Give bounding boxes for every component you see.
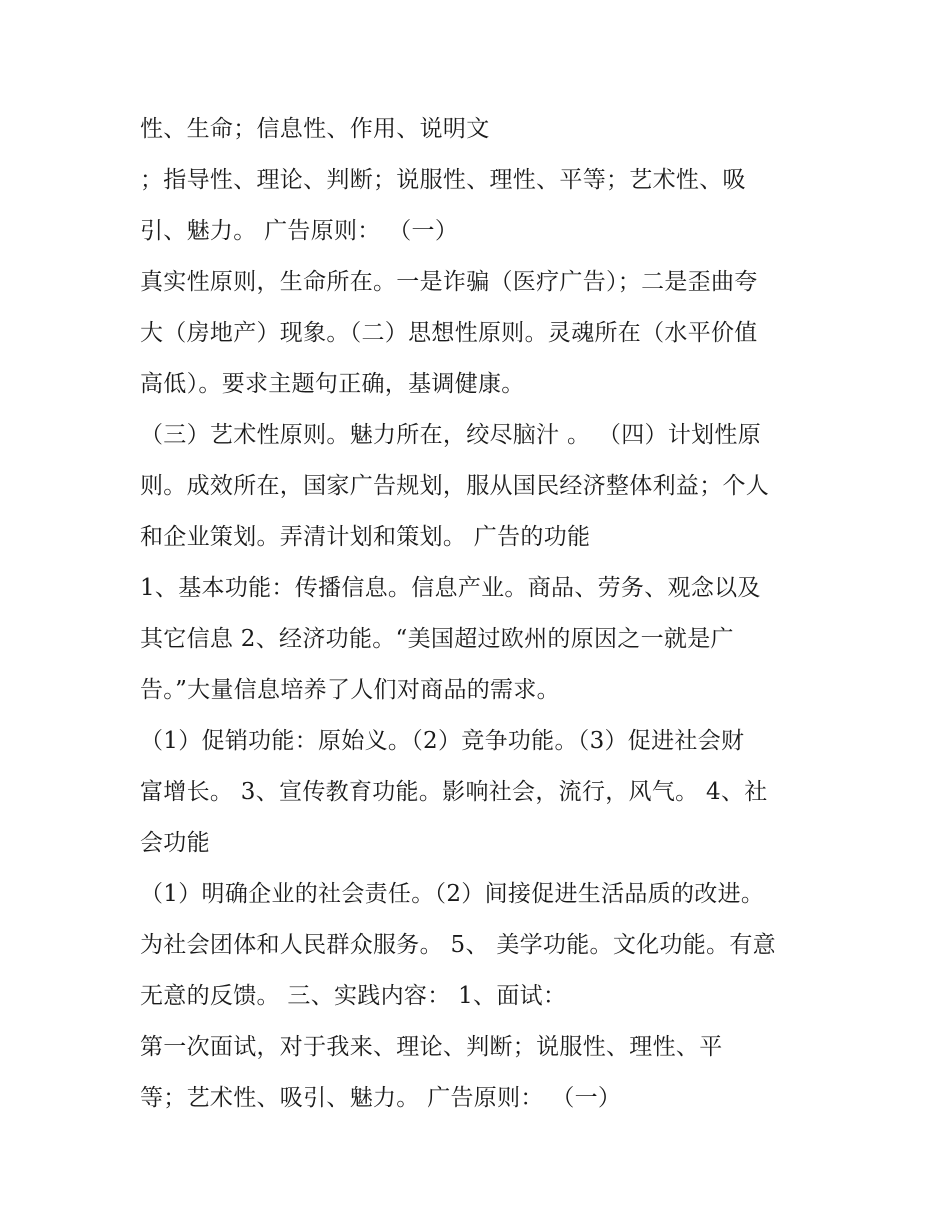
text-line: 会功能 [140,830,210,856]
text-line: 富增长。 3、宣传教育功能。影响社会，流行，风气。 4、社 [140,779,768,805]
text-line: （1）明确企业的社会责任。（2）间接促进生活品质的改进。 [140,881,765,907]
text-line: 等；艺术性、吸引、魅力。 广告原则： （一） [140,1085,622,1111]
text-line: 告。”大量信息培养了人们对商品的需求。 [140,677,560,703]
text-line: 真实性原则，生命所在。一是诈骗（医疗广告）；二是歪曲夸 [140,269,758,295]
text-line: 引、魅力。 广告原则： （一） [140,218,459,244]
text-line: 1、基本功能：传播信息。信息产业。商品、劳务、观念以及 [140,575,761,601]
text-line: 为社会团体和人民群众服务。 5、 美学功能。文化功能。有意 [140,932,776,958]
text-line: （1）促销功能：原始义。（2）竞争功能。（3）促进社会财 [140,728,745,754]
text-line: 大（房地产）现象。（二）思想性原则。灵魂所在（水平价值 [140,320,758,346]
text-line: 性、生命；信息性、作用、说明文 [140,116,490,142]
text-line: 无意的反馈。 三、实践内容： 1、面试： [140,983,567,1009]
text-line: 则。成效所在，国家广告规划，服从国民经济整体利益；个人 [140,473,770,499]
text-line: ；指导性、理论、判断；说服性、理性、平等；艺术性、吸 [140,167,746,193]
body-text [140,104,830,1124]
text-line: 其它信息 2、经济功能。“美国超过欧州的原因之一就是广 [140,626,734,652]
text-line: 高低）。要求主题句正确，基调健康。 [140,371,525,397]
text-line: 和企业策划。弄清计划和策划。 广告的功能 [140,524,591,550]
text-line: （三）艺术性原则。魅力所在，绞尽脑汁 。 （四）计划性原 [140,422,762,448]
text-line: 第一次面试，对于我来、理论、判断；说服性、理性、平 [140,1034,723,1060]
